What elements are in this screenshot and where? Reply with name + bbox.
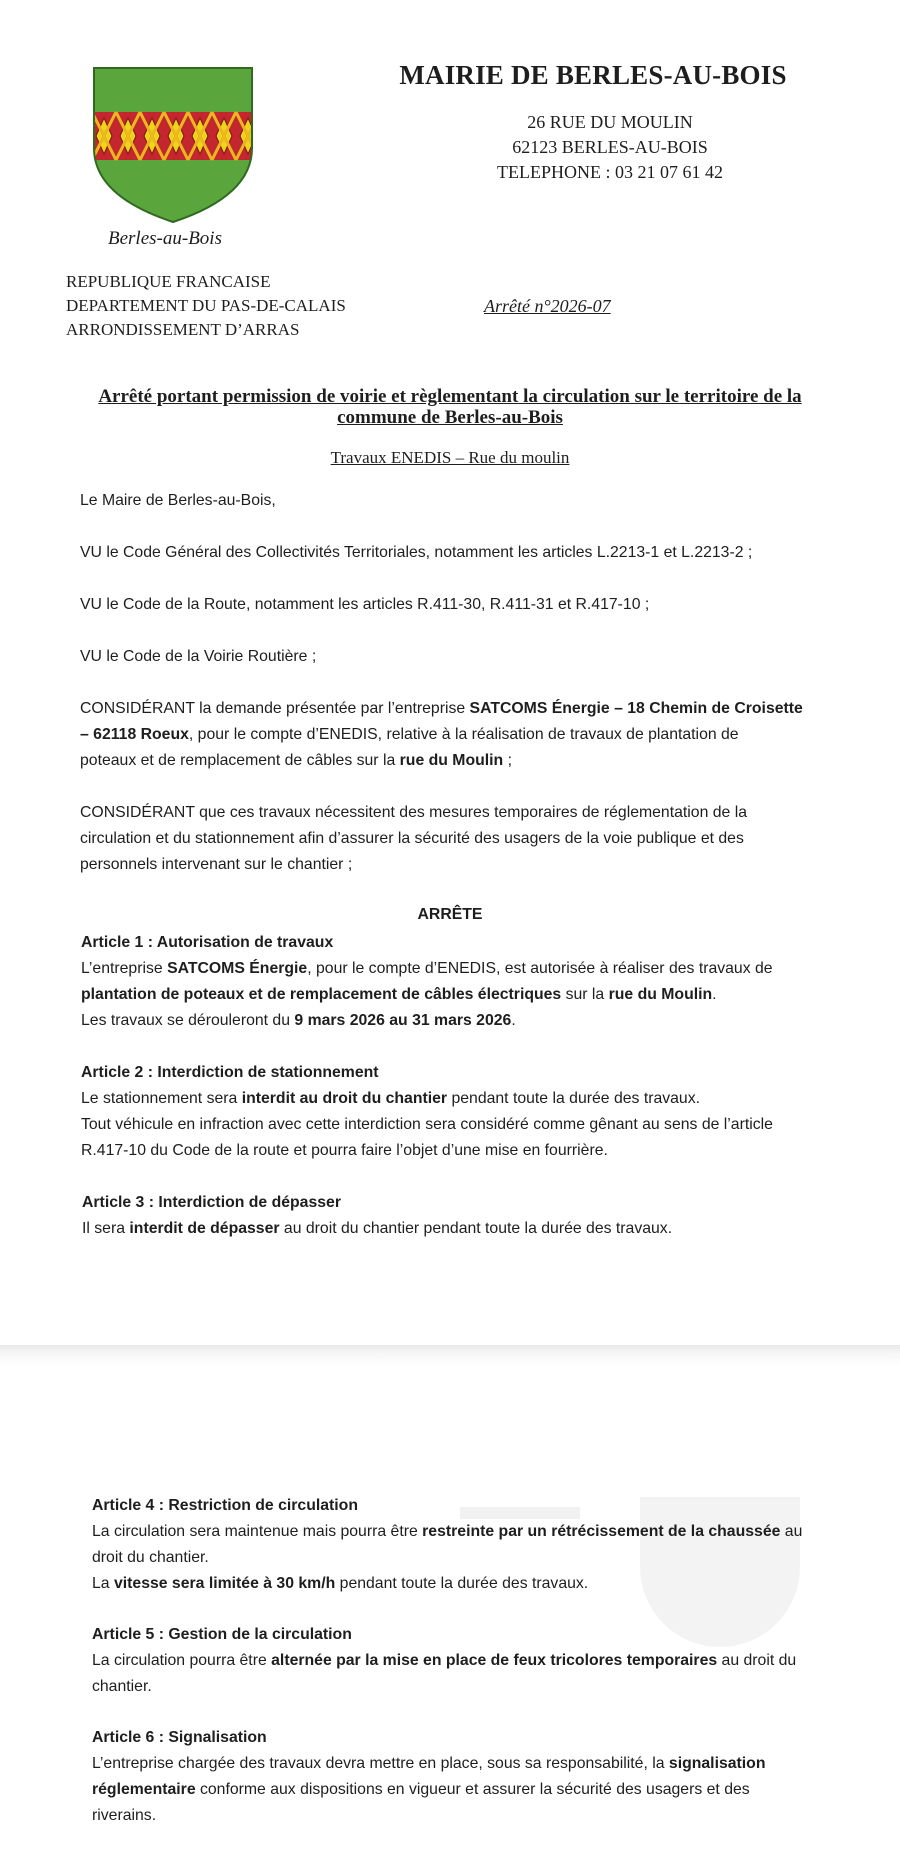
- considerant-securite: [80, 800, 850, 878]
- article-6: [92, 1725, 852, 1829]
- text-line: R.417-10 du Code de la route et pourra faire l’objet d’une mise en fourrière.: [81, 1142, 608, 1159]
- text-span: CONSIDÉRANT la demande présentée par l’entreprise: [80, 700, 470, 717]
- article-5-title: Article 5 : Gestion de la circulation: [92, 1626, 352, 1643]
- article-6-title: Article 6 : Signalisation: [92, 1729, 267, 1746]
- text-line: Tout véhicule en infraction avec cette interdiction sera considéré comme gênant au sens de l’article: [81, 1116, 773, 1133]
- text-line: chantier.: [92, 1678, 152, 1695]
- text-line: L’entreprise SATCOMS Énergie, pour le compte d’ENEDIS, est autorisée à réaliser des travaux de: [81, 960, 773, 977]
- text-line: Les travaux se dérouleront du 9 mars 2026 au 31 mars 2026.: [81, 1012, 516, 1029]
- title-line-1: Arrêté portant permission de voirie et règlementant la circulation sur le territoire de la: [98, 386, 802, 407]
- text-line: La vitesse sera limitée à 30 km/h pendant toute la durée des travaux.: [92, 1575, 589, 1592]
- arrete-heading: ARRÊTE: [417, 906, 483, 923]
- document-page-2: [0, 1367, 900, 1855]
- text-line: La circulation pourra être alternée par la mise en place de feux tricolores temporaires au droit du: [92, 1652, 797, 1669]
- coat-of-arms-icon: [92, 66, 254, 224]
- text-line: L’entreprise chargée des travaux devra mettre en place, sous sa responsabilité, la signalisation: [92, 1755, 766, 1772]
- text-line: CONSIDÉRANT que ces travaux nécessitent des mesures temporaires de réglementation de la: [80, 804, 748, 821]
- text-span: ;: [503, 752, 512, 769]
- text-line: La circulation sera maintenue mais pourra être restreinte par un rétrécissement de la chaussée au: [92, 1523, 803, 1540]
- text-line: circulation et du stationnement afin d’assurer la sécurité des usagers de la voie publique et des: [80, 830, 744, 847]
- considerant-demande: [80, 696, 850, 774]
- arrondissement-label: ARRONDISSEMENT D’ARRAS: [66, 320, 300, 339]
- document-subtitle: Travaux ENEDIS – Rue du moulin: [330, 448, 570, 467]
- article-1-title: Article 1 : Autorisation de travaux: [81, 934, 334, 951]
- title-line-2: commune de Berles-au-Bois: [337, 407, 563, 428]
- crest-caption: Berles-au-Bois: [108, 228, 222, 249]
- departement-label: DEPARTEMENT DU PAS-DE-CALAIS: [66, 296, 346, 315]
- article-4: [92, 1493, 852, 1597]
- article-1: [81, 930, 851, 1034]
- text-line: Il sera interdit de dépasser au droit du chantier pendant toute la durée des travaux.: [82, 1220, 673, 1237]
- article-3-title: Article 3 : Interdiction de dépasser: [82, 1194, 341, 1211]
- text-line: riverains.: [92, 1807, 157, 1824]
- company-name: SATCOMS Énergie – 18 Chemin de Croisette: [469, 700, 803, 717]
- article-2-title: Article 2 : Interdiction de stationnement: [81, 1064, 379, 1081]
- article-3: [82, 1190, 852, 1242]
- page-separator: [0, 1345, 900, 1367]
- text-line: personnels intervenant sur le chantier ;: [80, 856, 353, 873]
- telephone: TELEPHONE : 03 21 07 61 42: [497, 162, 723, 182]
- text-line: Le stationnement sera interdit au droit du chantier pendant toute la durée des travaux.: [81, 1090, 701, 1107]
- address-street: 26 RUE DU MOULIN: [527, 112, 693, 132]
- vu-code-route: VU le Code de la Route, notamment les articles R.411-30, R.411-31 et R.417-10 ;: [80, 596, 650, 613]
- text-line: réglementaire conforme aux dispositions en vigueur et assurer la sécurité des usagers et des: [92, 1781, 750, 1798]
- text-span: , pour le compte d’ENEDIS, relative à la réalisation de travaux de plantation de: [188, 726, 739, 743]
- arrete-number: Arrêté n°2026-07: [484, 296, 611, 316]
- article-4-title: Article 4 : Restriction de circulation: [92, 1497, 358, 1514]
- mairie-title: MAIRIE DE BERLES-AU-BOIS: [399, 60, 787, 90]
- company-city: – 62118 Roeux: [80, 726, 189, 743]
- article-2: [81, 1060, 851, 1164]
- text-line: droit du chantier.: [92, 1549, 209, 1566]
- maire-line: Le Maire de Berles-au-Bois,: [80, 492, 276, 509]
- text-span: poteaux et de remplacement de câbles sur la: [80, 752, 400, 769]
- republique-label: REPUBLIQUE FRANCAISE: [66, 272, 271, 291]
- vu-voirie: VU le Code de la Voirie Routière ;: [80, 648, 317, 665]
- vu-cgct: VU le Code Général des Collectivités Territoriales, notamment les articles L.2213-1 et L.2213-2 ;: [80, 544, 753, 561]
- document-title: [62, 386, 838, 428]
- text-line: plantation de poteaux et de remplacement de câbles électriques sur la rue du Moulin.: [81, 986, 717, 1003]
- street-name: rue du Moulin: [399, 752, 504, 769]
- article-5: [92, 1622, 852, 1700]
- address-city: 62123 BERLES-AU-BOIS: [512, 137, 708, 157]
